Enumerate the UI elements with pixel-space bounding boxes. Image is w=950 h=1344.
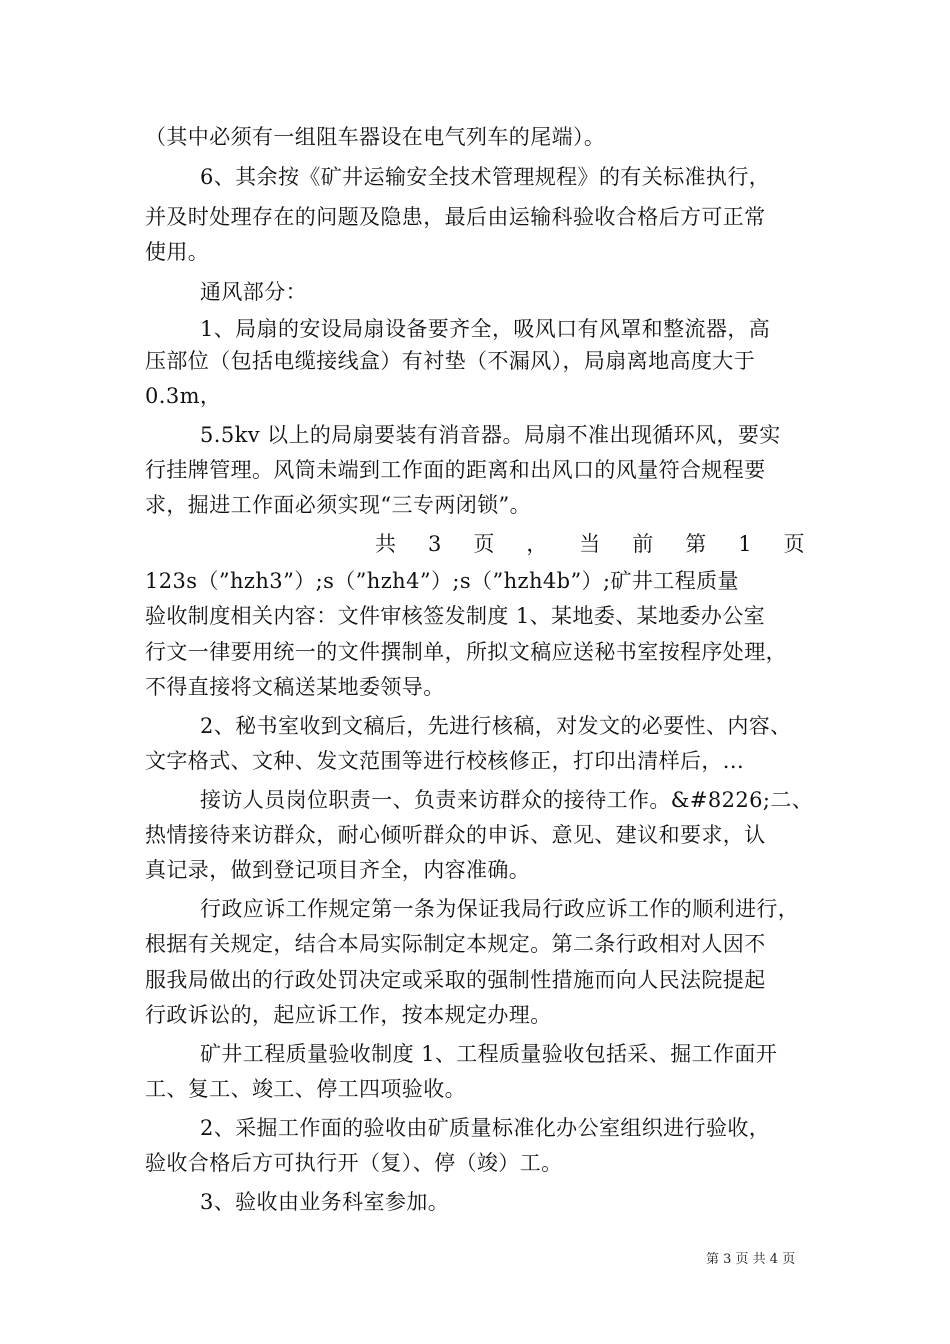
text-line: 验收合格后方可执行开（复）、停（竣）工。 xyxy=(145,1151,563,1175)
text-line: 服我局做出的行政处罚决定或采取的强制性措施而向人民法院提起 xyxy=(145,968,766,992)
section-heading: 通风部分： xyxy=(200,280,307,304)
text-line: 3、验收由业务科室参加。 xyxy=(200,1190,450,1214)
text-line: 真记录，做到登记项目齐全，内容准确。 xyxy=(145,858,531,882)
text-line: （其中必须有一组阻车器设在电气列车的尾端）。 xyxy=(145,125,606,149)
text-line: 压部位（包括电缆接线盒）有衬垫（不漏风），局扇离地高度大于 xyxy=(145,349,756,373)
text-line: 行政应诉工作规定第一条为保证我局行政应诉工作的顺利进行， xyxy=(200,897,800,921)
page-indicator-token: 第 xyxy=(685,532,707,556)
text-line: 工、复工、竣工、停工四项验收。 xyxy=(145,1077,466,1101)
text-line: 2、采掘工作面的验收由矿质量标准化办公室组织进行验收， xyxy=(200,1116,771,1140)
page-indicator-token: 3 xyxy=(427,532,442,556)
text-line: 行文一律要用统一的文件撰制单，所拟文稿应送秘书室按程序处理， xyxy=(145,640,787,664)
page-footer: 第 3 页 共 4 页 xyxy=(706,1252,796,1267)
text-line: 6、其余按《矿井运输安全技术管理规程》的有关标准执行， xyxy=(200,165,771,189)
text-line: 123s（”hzh3”）;s（”hzh4”）;s（”hzh4b”）;矿井工程质量 xyxy=(145,569,739,593)
text-line: 不得直接将文稿送某地委领导。 xyxy=(145,675,445,699)
text-line: 1、局扇的安设局扇设备要齐全，吸风口有风罩和整流器，高 xyxy=(200,317,771,341)
text-line: 验收制度相关内容：文件审核签发制度 1、某地委、某地委办公室 xyxy=(145,604,766,628)
text-line: 并及时处理存在的问题及隐患，最后由运输科验收合格后方可正常 xyxy=(145,205,766,229)
text-line: 行政诉讼的，起应诉工作，按本规定办理。 xyxy=(145,1003,552,1027)
text-line: 矿井工程质量验收制度 1、工程质量验收包括采、掘工作面开 xyxy=(200,1042,778,1066)
page-indicator xyxy=(375,530,805,558)
text-line: 根据有关规定，结合本局实际制定本规定。第二条行政相对人因不 xyxy=(145,932,766,956)
page-indicator-token: 1 xyxy=(738,532,753,556)
text-line: 0.3m， xyxy=(145,384,222,408)
page-indicator-token: 前 xyxy=(632,532,654,556)
text-line: 热情接待来访群众，耐心倾听群众的申诉、意见、建议和要求，认 xyxy=(145,823,766,847)
text-line: 文字格式、文种、发文范围等进行校核修正，打印出清样后，... xyxy=(145,749,745,773)
text-line: 5.5kv 以上的局扇要装有消音器。局扇不准出现循环风，要实 xyxy=(200,423,781,447)
text-line: 使用。 xyxy=(145,240,210,264)
text-line: 2、秘书室收到文稿后，先进行核稿，对发文的必要性、内容、 xyxy=(200,714,792,738)
page-indicator-token: 共 xyxy=(375,532,397,556)
page-indicator-token: 当 xyxy=(579,532,601,556)
text-line: 求，掘进工作面必须实现“三专两闭锁”。 xyxy=(145,493,532,517)
page-indicator-token: 页 xyxy=(473,532,495,556)
text-line: 接访人员岗位职责一、负责来访群众的接待工作。&#8226;二、 xyxy=(200,788,814,812)
page-indicator-token: 页 xyxy=(783,532,805,556)
text-line: 行挂牌管理。风筒未端到工作面的距离和出风口的风量符合规程要 xyxy=(145,458,766,482)
page-indicator-token: ， xyxy=(526,532,548,556)
